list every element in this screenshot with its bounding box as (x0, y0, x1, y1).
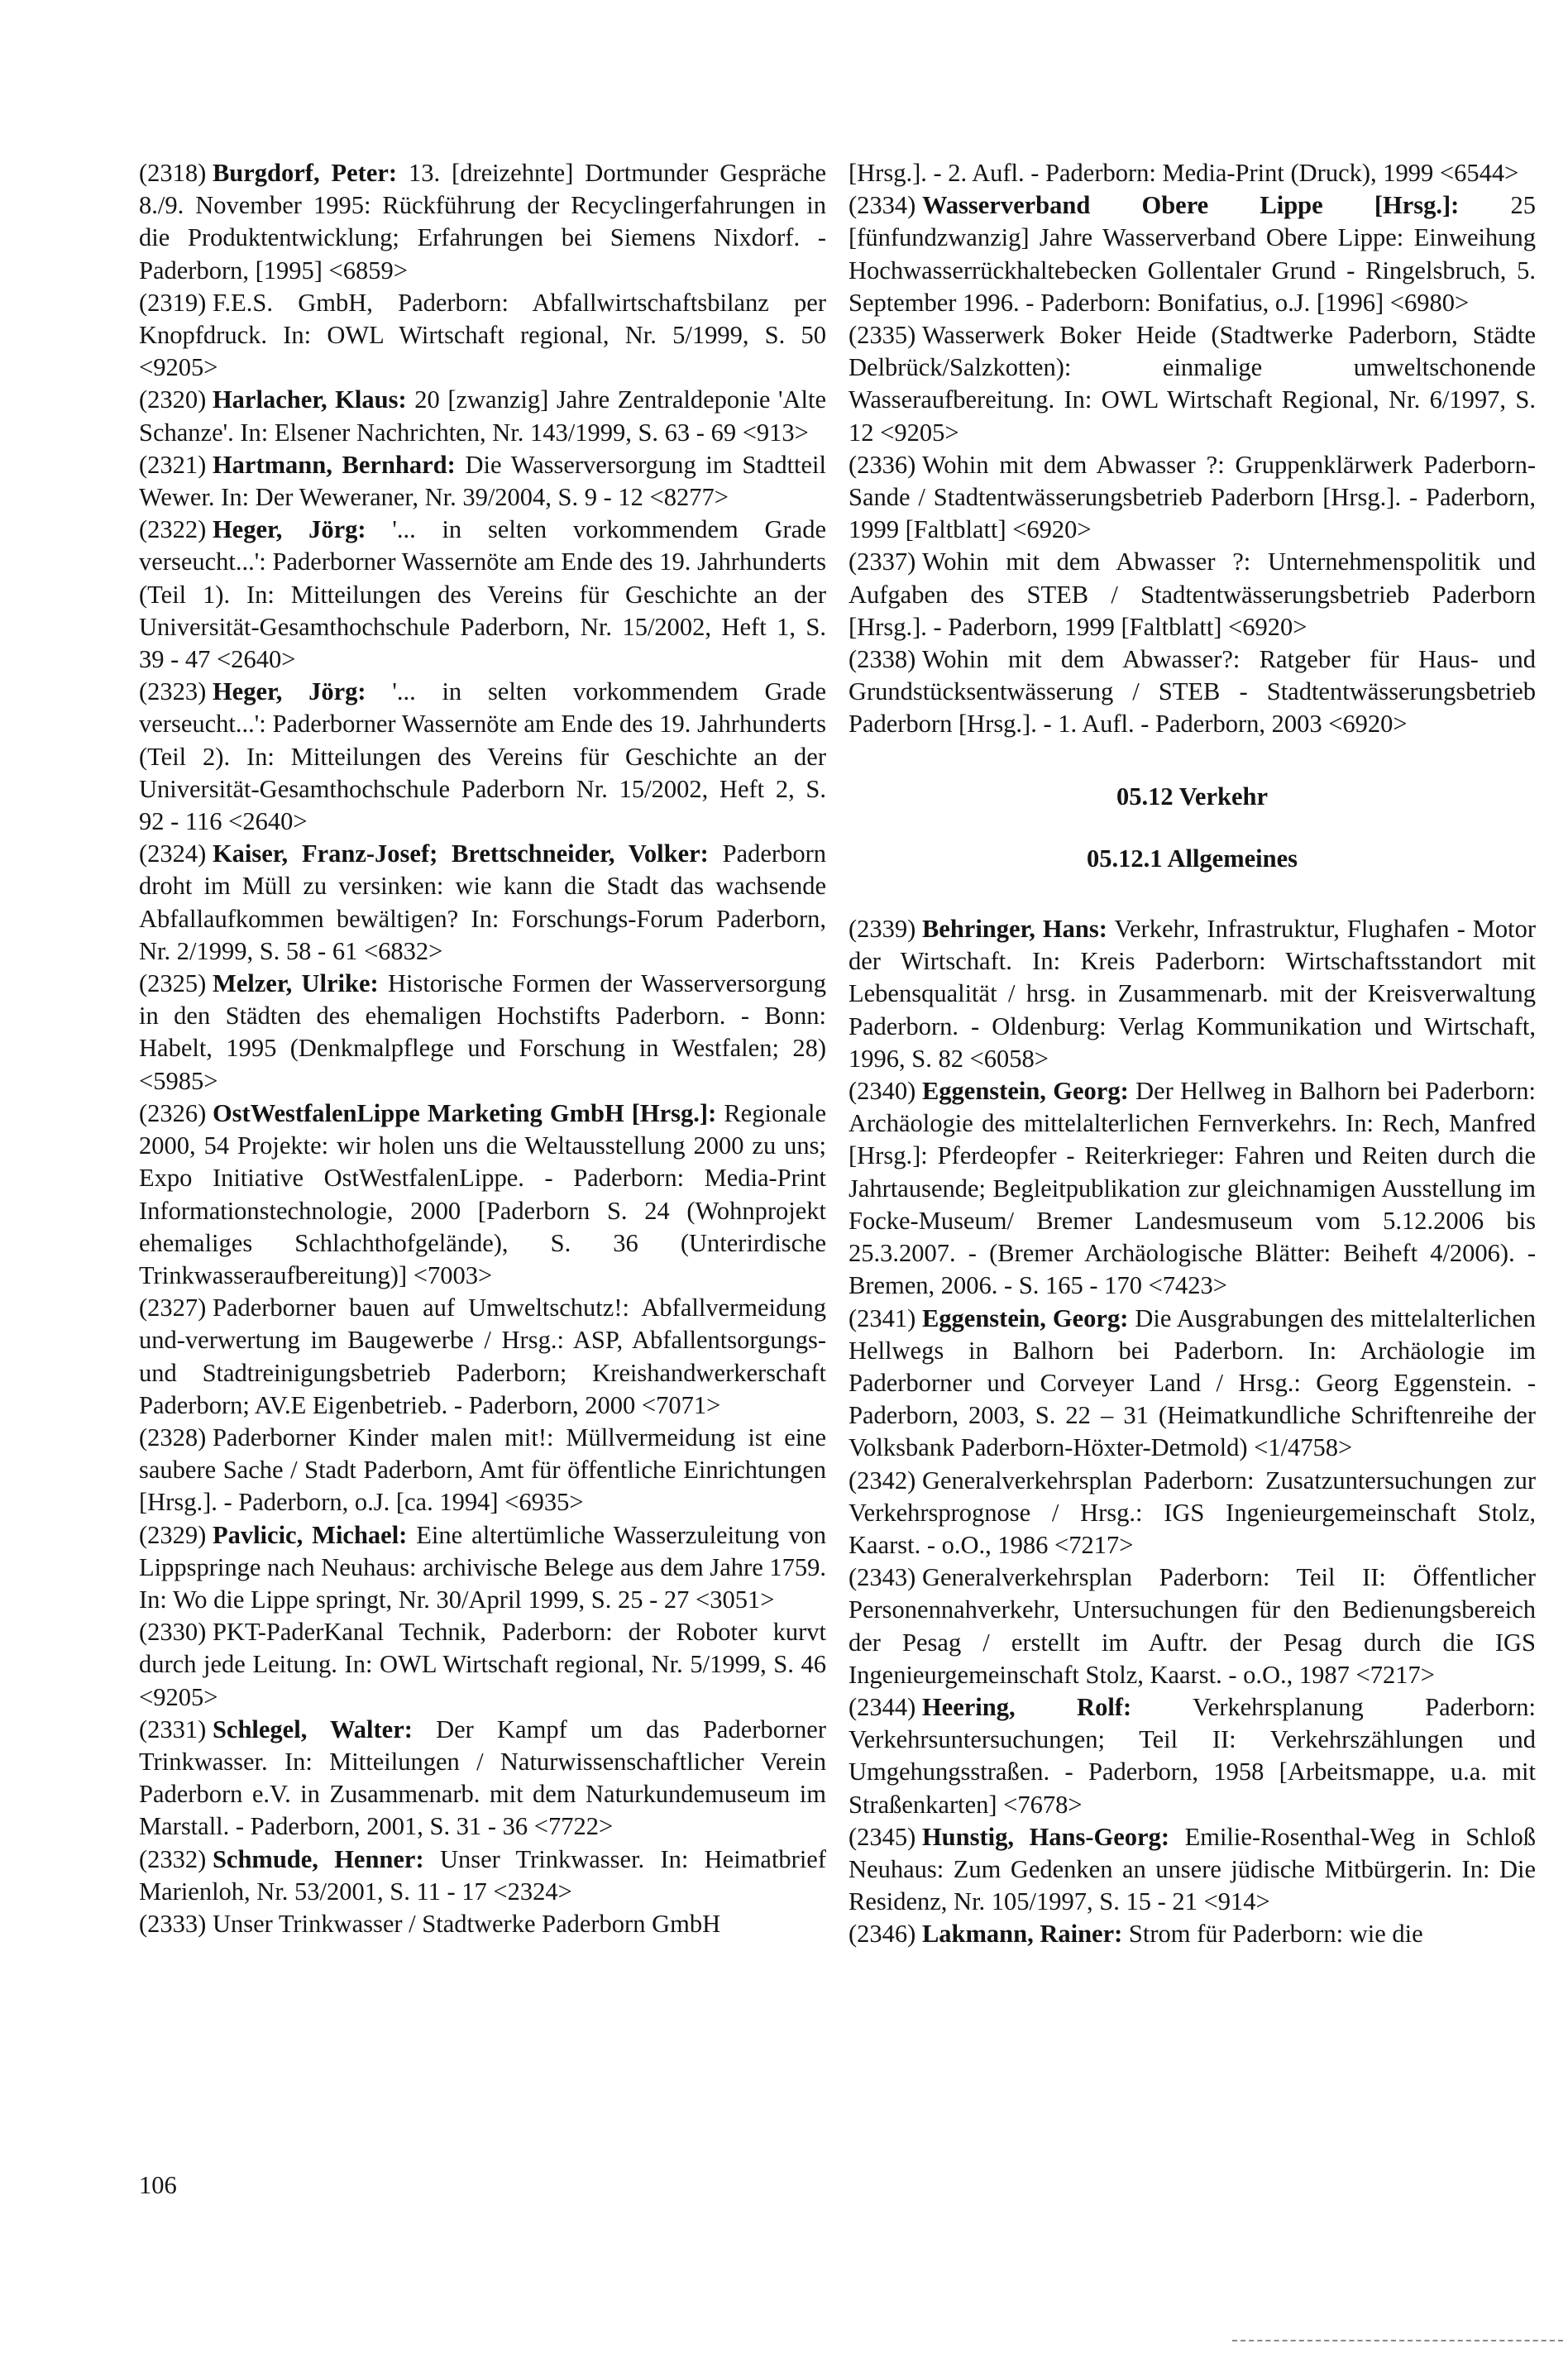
entry-author: Schmude, Henner: (212, 1844, 424, 1873)
entry-number: (2318) (139, 159, 207, 187)
entry-author: Hunstig, Hans-Georg: (921, 1822, 1169, 1851)
entry-text: Paderborner bauen auf Umweltschutz!: Abfallvermeidung und-verwertung im Baugewerbe / Hrsg.: ASP, Abfallentsorgungs- und Stadtreinigungsbetrieb Paderborn; Kreishandwerkerschaft Paderborn; AV.E Eigenbetrieb. - Paderborn, 2000 <7071> (139, 1294, 826, 1419)
entry-number: (2327) (139, 1294, 207, 1322)
right-column (849, 157, 1536, 1951)
entry-text: '... in selten vorkommendem Grade verseucht...': Paderborner Wassernöte am Ende des 19. Jahrhunderts (Teil 2). In: Mitteilungen des Vereins für Geschichte an der Universität-Gesamthochschule Paderborn Nr. 15/2002, Heft 2, S. 92 - 116 <2640> (139, 677, 827, 836)
entry-number: (2329) (139, 1520, 207, 1549)
entry-text: Wohin mit dem Abwasser ?: Gruppenklärwerk Paderborn-Sande / Stadtentwässerungsbetrieb Paderborn [Hrsg.]. - Paderborn, 1999 [Faltblatt] <6920> (849, 450, 1536, 544)
bibliography-entry (139, 1422, 826, 1519)
entry-text: Der Hellweg in Balhorn bei Paderborn: Archäologie des mittelalterlichen Fernverkehrs. In: Rech, Manfred [Hrsg.]: Pferdeopfer - Reiterkrieger: Fahren und Reiten durch die Jahrtausende; Begleitpublikation zur gleichnamigen Ausstellung im Focke-Museum/ Bremer Landesmuseum vom 5.12.2006 bis 25.3.2007. - (Bremer Archäologische Blätter: Beiheft 4/2006). - Bremen, 2006. - S. 165 - 170 <7423> (849, 1077, 1536, 1300)
bibliography-entry (139, 1844, 826, 1908)
bibliography-entry (139, 1098, 826, 1292)
entry-number: (2341) (849, 1303, 916, 1332)
entry-text: 20 [zwanzig] Jahre Zentraldeponie 'Alte Schanze'. In: Elsener Nachrichten, Nr. 143/1999, S. 63 - 69 <913> (139, 385, 826, 447)
entry-text: Unser Trinkwasser / Stadtwerke Paderborn GmbH (212, 1909, 721, 1938)
entry-number: (2319) (139, 288, 207, 317)
entry-author: Harlacher, Klaus: (212, 385, 407, 414)
entry-text: Strom für Paderborn: wie die (1122, 1920, 1423, 1949)
bibliography-entry (139, 384, 826, 448)
bibliography-entry (849, 913, 1536, 1075)
entry-text: Unser Trinkwasser. In: Heimatbrief Marienloh, Nr. 53/2001, S. 11 - 17 <2324> (139, 1844, 826, 1906)
bibliography-entry (139, 1908, 826, 1940)
section-heading: 05.12 Verkehr (1116, 782, 1268, 811)
right-column-entries-top (849, 157, 1536, 741)
bibliography-entry (139, 1616, 826, 1714)
entry-text: Die Wasserversorgung im Stadtteil Wewer. In: Der Weweraner, Nr. 39/2004, S. 9 - 12 <8277> (139, 450, 826, 512)
entry-author: Hartmann, Bernhard: (212, 450, 456, 479)
entry-number: (2320) (139, 385, 207, 414)
bibliography-entry (139, 449, 826, 514)
entry-author: Wasserverband Obere Lippe [Hrsg.]: (921, 191, 1460, 220)
entry-author: Pavlicic, Michael: (212, 1520, 408, 1549)
entry-number: (2342) (849, 1466, 916, 1495)
entry-text: Emilie-Rosenthal-Weg in Schloß Neuhaus: Zum Gedenken an unsere jüdische Mitbürgerin. In: Die Residenz, Nr. 105/1997, S. 15 - 21 <914> (849, 1822, 1536, 1916)
entry-number: (2324) (139, 839, 207, 868)
entry-text: Paderborner Kinder malen mit!: Müllvermeidung ist eine saubere Sache / Stadt Paderborn, Amt für öffentliche Einrichtungen [Hrsg.]. - Paderborn, o.J. [ca. 1994] <6935> (139, 1423, 826, 1517)
entry-number: (2336) (849, 450, 916, 479)
bibliography-entry (849, 1465, 1536, 1562)
bibliography-entry (849, 319, 1536, 449)
right-column-entries-bottom (849, 913, 1536, 1951)
entry-author: Heger, Jörg: (212, 515, 366, 544)
entry-text: Wohin mit dem Abwasser ?: Unternehmenspolitik und Aufgaben des STEB / Stadtentwässerungsbetrieb Paderborn [Hrsg.]. - Paderborn, 1999 [Faltblatt] <6920> (849, 548, 1536, 641)
entry-author: Melzer, Ulrike: (212, 969, 379, 998)
entry-number: (2344) (849, 1692, 916, 1721)
entry-text: Generalverkehrsplan Paderborn: Zusatzuntersuchungen zur Verkehrsprognose / Hrsg.: IGS Ingenieurgemeinschaft Stolz, Kaarst. - o.O., 1986 <7217> (849, 1466, 1536, 1559)
entry-author: Kaiser, Franz-Josef; Brettschneider, Volker: (212, 839, 709, 868)
entry-number: (2343) (849, 1563, 916, 1592)
entry-author: Heering, Rolf: (921, 1692, 1132, 1721)
entry-author: Eggenstein, Georg: (921, 1077, 1129, 1106)
entry-author: Schlegel, Walter: (212, 1715, 413, 1743)
entry-text: F.E.S. GmbH, Paderborn: Abfallwirtschaftsbilanz per Knopfdruck. In: OWL Wirtschaft regional, Nr. 5/1999, S. 50 <9205> (139, 288, 826, 382)
entry-text: Historische Formen der Wasserversorgung in den Städten des ehemaligen Hochstifts Paderborn. - Bonn: Habelt, 1995 (Denkmalpflege und Forschung in Westfalen; 28) <5985> (139, 969, 826, 1095)
bibliography-entry (849, 157, 1536, 189)
entry-number: (2323) (139, 677, 207, 706)
entry-text: Verkehr, Infrastruktur, Flughafen - Motor der Wirtschaft. In: Kreis Paderborn: Wirtschaftsstandort mit Lebensqualität / hrsg. in Zusammenarb. mit der Kreisverwaltung Paderborn. - Oldenburg: Verlag Kommunikation und Wirtschaft, 1996, S. 82 <6058> (849, 915, 1536, 1073)
bottom-rule (1232, 2340, 1563, 2341)
entry-number: (2338) (849, 645, 916, 674)
entry-text: Verkehrsplanung Paderborn: Verkehrsuntersuchungen; Teil II: Verkehrszählungen und Umgehungsstraßen. - Paderborn, 1958 [Arbeitsmappe, u.a. mit Straßenkarten] <7678> (849, 1692, 1536, 1819)
entry-number: (2337) (849, 548, 916, 576)
entry-text: Paderborn droht im Müll zu versinken: wie kann die Stadt das wachsende Abfallaufkommen bewältigen? In: Forschungs-Forum Paderborn, Nr. 2/1999, S. 58 - 61 <6832> (139, 839, 826, 965)
entry-author: Behringer, Hans: (921, 915, 1107, 944)
entry-number: (2328) (139, 1423, 207, 1451)
entry-author: Eggenstein, Georg: (921, 1303, 1129, 1332)
bibliography-entry (849, 643, 1536, 741)
entry-number: (2330) (139, 1618, 207, 1647)
entry-text: 25 [fünfundzwanzig] Jahre Wasserverband Obere Lippe: Einweihung Hochwasserrückhaltebecken Gollentaler Grund - Ringelsbruch, 5. September 1996. - Paderborn: Bonifatius, o.J. [1996] <6980> (849, 191, 1536, 317)
bibliography-entry (849, 449, 1536, 547)
bibliography-entry (849, 189, 1536, 319)
bibliography-entry (849, 1561, 1536, 1691)
bibliography-entry (139, 157, 826, 287)
entry-number: (2333) (139, 1909, 207, 1938)
entry-text: Regionale 2000, 54 Projekte: wir holen uns die Weltausstellung 2000 zu uns; Expo Initiative OstWestfalenLippe. - Paderborn: Media-Print Informationstechnologie, 2000 [Paderborn S. 24 (Wohnprojekt ehemaliges Schlachthofgelände), S. 36 (Unterirdische Trinkwasseraufbereitung)] <7003> (139, 1098, 826, 1289)
entry-author: Heger, Jörg: (212, 677, 366, 706)
bibliography-entry (849, 1303, 1536, 1465)
bibliography-entry (139, 1714, 826, 1844)
entry-text: Wohin mit dem Abwasser?: Ratgeber für Haus- und Grundstücksentwässerung / STEB - Stadtentwässerungsbetrieb Paderborn [Hrsg.]. - 1. Aufl. - Paderborn, 2003 <6920> (849, 645, 1536, 739)
bibliography-entry (139, 968, 826, 1098)
bibliography-entry (139, 838, 826, 968)
entry-text: [Hrsg.]. - 2. Aufl. - Paderborn: Media-Print (Druck), 1999 <6544> (849, 159, 1519, 187)
entry-number: (2331) (139, 1715, 207, 1743)
entry-text: Wasserwerk Boker Heide (Stadtwerke Paderborn, Städte Delbrück/Salzkotten): einmalige umweltschonende Wasseraufbereitung. In: OWL Wirtschaft Regional, Nr. 6/1997, S. 12 <9205> (849, 321, 1536, 447)
entry-number: (2326) (139, 1098, 207, 1127)
bibliography-entry (849, 1821, 1536, 1919)
entry-text: Die Ausgrabungen des mittelalterlichen Hellwegs in Balhorn bei Paderborn. In: Archäologie im Paderborner und Corveyer Land / Hrsg.: Georg Eggenstein. - Paderborn, 2003, S. 22 – 31 (Heimatkundliche Schriftenreihe der Volksbank Paderborn-Höxter-Detmold) <1/4758> (849, 1303, 1536, 1462)
subsection-heading: 05.12.1 Allgemeines (1087, 844, 1298, 873)
entry-number: (2346) (849, 1920, 916, 1949)
entry-author: Burgdorf, Peter: (212, 159, 398, 187)
bibliography-entry (849, 1075, 1536, 1302)
entry-number: (2334) (849, 191, 916, 220)
entry-number: (2339) (849, 915, 916, 944)
entry-text: Eine altertümliche Wasserzuleitung von Lippspringe nach Neuhaus: archivische Belege aus dem Jahre 1759. In: Wo die Lippe springt, Nr. 30/April 1999, S. 25 - 27 <3051> (139, 1520, 826, 1614)
entry-number: (2322) (139, 515, 207, 544)
bibliography-entry (849, 1691, 1536, 1821)
entry-text: '... in selten vorkommendem Grade verseucht...': Paderborner Wassernöte am Ende des 19. Jahrhunderts (Teil 1). In: Mitteilungen des Vereins für Geschichte an der Universität-Gesamthochschule Paderborn, Nr. 15/2002, Heft 1, S. 39 - 47 <2640> (139, 515, 827, 674)
bibliography-entry (849, 546, 1536, 643)
bibliography-entry (139, 1292, 826, 1422)
entry-text: Der Kampf um das Paderborner Trinkwasser. In: Mitteilungen / Naturwissenschaftlicher Verein Paderborn e.V. in Zusammenarb. mit dem Naturkundemuseum im Marstall. - Paderborn, 2001, S. 31 - 36 <7722> (139, 1715, 826, 1841)
entry-number: (2335) (849, 321, 916, 350)
entry-author: OstWestfalenLippe Marketing GmbH [Hrsg.]: (212, 1098, 717, 1127)
page-number: 106 (139, 2171, 177, 2199)
entry-number: (2321) (139, 450, 207, 479)
entry-number: (2345) (849, 1822, 916, 1851)
entry-number: (2332) (139, 1844, 207, 1873)
entry-author: Lakmann, Rainer: (921, 1920, 1123, 1949)
bibliography-entry (139, 514, 826, 676)
bibliography-entry (139, 676, 826, 838)
entry-number: (2340) (849, 1077, 916, 1106)
entry-text: Generalverkehrsplan Paderborn: Teil II: Öffentlicher Personennahverkehr, Untersuchungen für den Bedienungsbereich der Pesag / erstellt im Auftr. der Pesag durch die IGS Ingenieurgemeinschaft Stolz, Kaarst. - o.O., 1987 <7217> (849, 1563, 1536, 1689)
left-column (139, 157, 826, 1940)
bibliography-entry (139, 287, 826, 385)
entry-text: 13. [dreizehnte] Dortmunder Gespräche 8./9. November 1995: Rückführung der Recyclingerfahrungen in die Produktentwicklung; Erfahrungen bei Siemens Nixdorf. - Paderborn, [1995] <6859> (139, 159, 826, 285)
entry-text: PKT-PaderKanal Technik, Paderborn: der Roboter kurvt durch jede Leitung. In: OWL Wirtschaft regional, Nr. 5/1999, S. 46 <9205> (139, 1618, 826, 1711)
entry-number: (2325) (139, 969, 207, 998)
bibliography-entry (849, 1918, 1536, 1950)
bibliography-entry (139, 1519, 826, 1617)
